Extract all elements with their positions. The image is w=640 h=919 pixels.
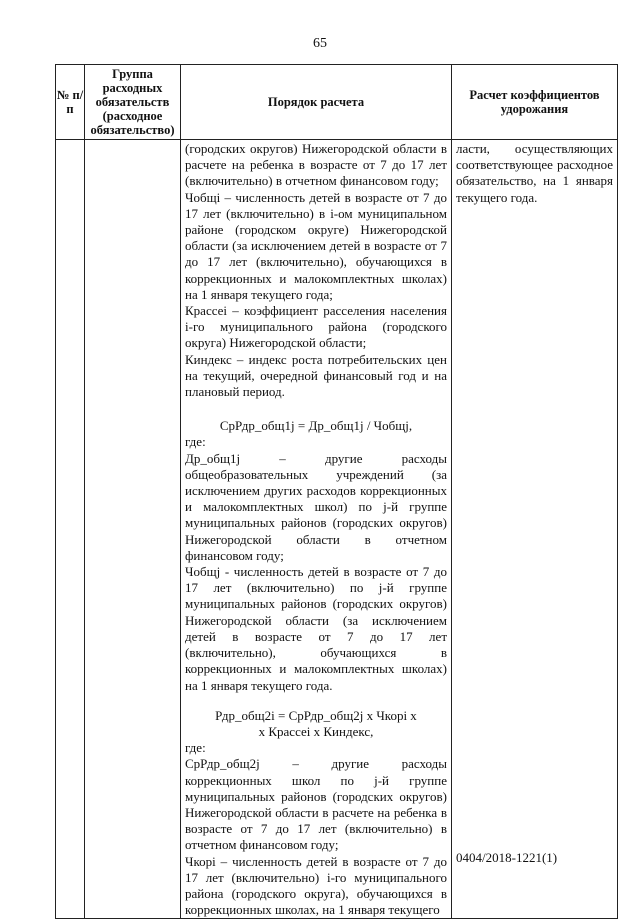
- order-paragraph: Чобщі – численность детей в возрасте от 7 до 17 лет (включительно) в і-ом муниципальном районе (городском округе) Нижегородской области (за исключением детей в возрасте от 7 до 17 лет (включительно), обучающихся в коррекционных и малокомплектных школах) на 1 января текущего года;: [185, 189, 447, 302]
- header-calculation-order: Порядок расчета: [181, 65, 452, 140]
- cell-calculation-order: [181, 140, 452, 919]
- calculation-table: [55, 64, 618, 919]
- order-paragraph: Киндекс – индекс роста потребительских цен на текущий, очередной финансовый год и на плановый период.: [185, 351, 447, 400]
- order-paragraph: Чобщj - численность детей в возрасте от 7 до 17 лет (включительно) по j-й группе муниципальных районов (городских округов) Нижегородской области (за исключением детей в возрасте от 7 до 17 лет (включительно), обучающихся в коррекционных и малокомплектных школах) на 1 января текущего года.: [185, 564, 447, 693]
- header-expense-group: Группа расходных обязательств (расходное обязательство): [85, 65, 181, 140]
- order-paragraph: Крассеi – коэффициент расселения населения і-го муниципального района (городского округа) Нижегородской области;: [185, 303, 447, 351]
- where-label: где:: [185, 740, 206, 756]
- cell-coefficient-calc: [452, 140, 618, 919]
- page-number: 65: [313, 36, 327, 51]
- order-paragraph: Чкорі – численность детей в возрасте от 7 до 17 лет (включительно) і-го муниципального района (городского округа), обучающихся в коррекционных школах, на 1 января текущего: [185, 853, 447, 918]
- formula-2-line-2: х Крассеі х Киндекс,: [258, 723, 374, 739]
- where-label: где:: [185, 434, 206, 450]
- formula-2-line-1: Рдр_общ2i = СрРдр_общ2j х Чкорі х: [215, 707, 417, 723]
- cell-number: [56, 140, 85, 919]
- formula-1: СрРдр_общ1j = Др_общ1j / Чобщj,: [219, 418, 413, 434]
- table-header-row: [56, 65, 618, 140]
- coefficient-text: ласти, осуществляющих соответствующее расходное обязательство, на 1 января текущего года.: [456, 141, 613, 205]
- order-paragraph: (городских округов) Нижегородской области в расчете на ребенка в возрасте от 7 до 17 лет (включительно) в отчетном финансовом году;: [185, 141, 447, 189]
- header-number: № п/п: [56, 65, 85, 140]
- table-row: [56, 140, 618, 919]
- document-code: 0404/2018-1221(1): [456, 850, 558, 865]
- cell-expense-group: [85, 140, 181, 919]
- order-paragraph: СрРдр_общ2j – другие расходы коррекционных школ по j-й группе муниципальных районов (городских округов) Нижегородской области в расчете на ребенка в возрасте от 7 до 17 лет (включительно) в отчетном финансовом году;: [185, 756, 447, 853]
- header-coefficient-calc: Расчет коэффициентов удорожания: [452, 65, 618, 140]
- order-paragraph: Др_общ1j – другие расходы общеобразовательных учреждений (за исключением других расходов коррекционных и малокомплектных школ) по j-й группе муниципальных районов (городских округов) Нижегородской области в отчетном финансовом году;: [185, 450, 447, 563]
